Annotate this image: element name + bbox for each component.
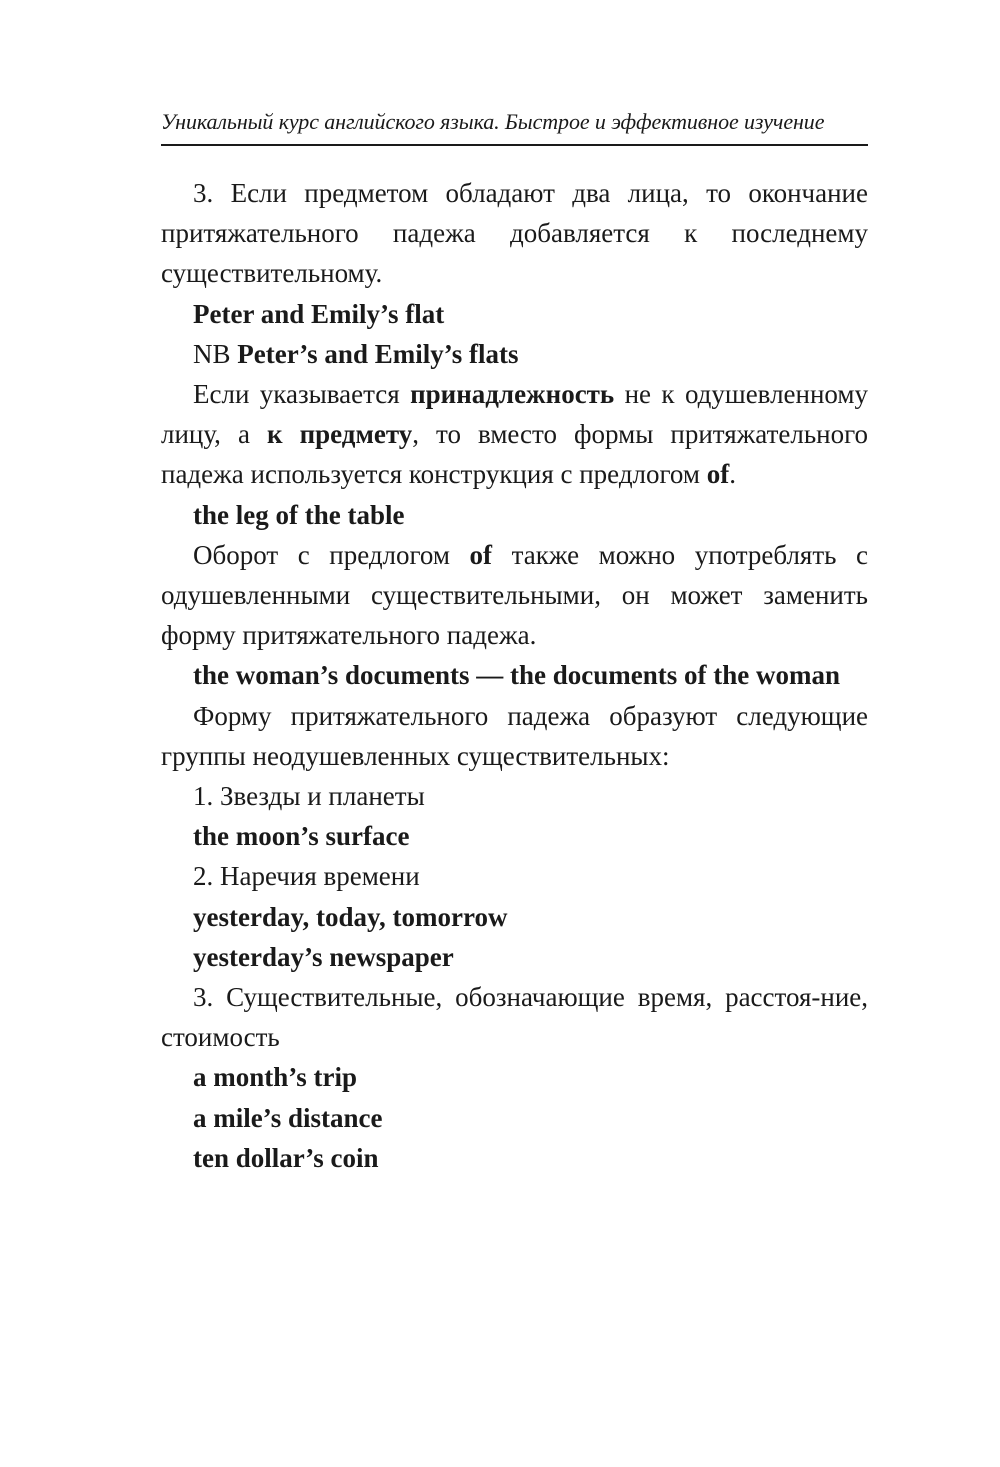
term-k-predmetu: к предмету — [267, 419, 413, 450]
groups-intro-paragraph: Форму притяжательного падежа образуют следующие группы неодушевленных существительных: — [161, 700, 868, 771]
nb-label: NB — [193, 338, 231, 369]
example-yesterday-newspaper: yesterday’s newspaper — [193, 941, 454, 972]
nb-example-line — [161, 334, 868, 374]
example-time-adverbs: yesterday, today, tomorrow — [193, 901, 508, 932]
term-of-2: of — [469, 539, 493, 570]
example-peter-emily: Peter and Emily’s flat — [193, 298, 445, 329]
group-item-3: 3. Существительные, обозначающие время, расстоя-ние, стоимость — [161, 982, 868, 1053]
book-page — [161, 108, 868, 1178]
page-body — [161, 173, 868, 1178]
rule3-paragraph: 3. Если предметом обладают два лица, то окончание притяжательного падежа добавляется к последнему существительному. — [161, 178, 868, 289]
example-woman-documents: the woman’s documents — the documents of the woman — [193, 660, 840, 691]
running-header: Уникальный курс английского языка. Быстрое и эффективное изучение — [161, 108, 868, 146]
term-prinadlezhnost: принадлежность — [410, 379, 615, 410]
inanimate-paragraph: Если указывается принадлежность не к одушевленному лицу, а к предмету, то вместо формы притяжательного падежа используется конструкция с предлогом of. — [161, 379, 869, 490]
group-item-1: 1. Звезды и планеты — [193, 781, 425, 812]
example-leg-of-table: the leg of the table — [193, 499, 405, 530]
term-of: of — [706, 459, 730, 490]
example-mile-distance: a mile’s distance — [193, 1102, 383, 1133]
example-moon-surface: the moon’s surface — [193, 821, 410, 852]
group-item-2: 2. Наречия времени — [193, 861, 420, 892]
nb-example: Peter’s and Emily’s flats — [237, 338, 519, 369]
example-month-trip: a month’s trip — [193, 1062, 358, 1093]
example-dollar-coin: ten dollar’s coin — [193, 1142, 379, 1173]
of-construction-paragraph: Оборот с предлогом of также можно употреблять с одушевленными существительными, он может заменить форму притяжательного падежа. — [161, 539, 868, 651]
